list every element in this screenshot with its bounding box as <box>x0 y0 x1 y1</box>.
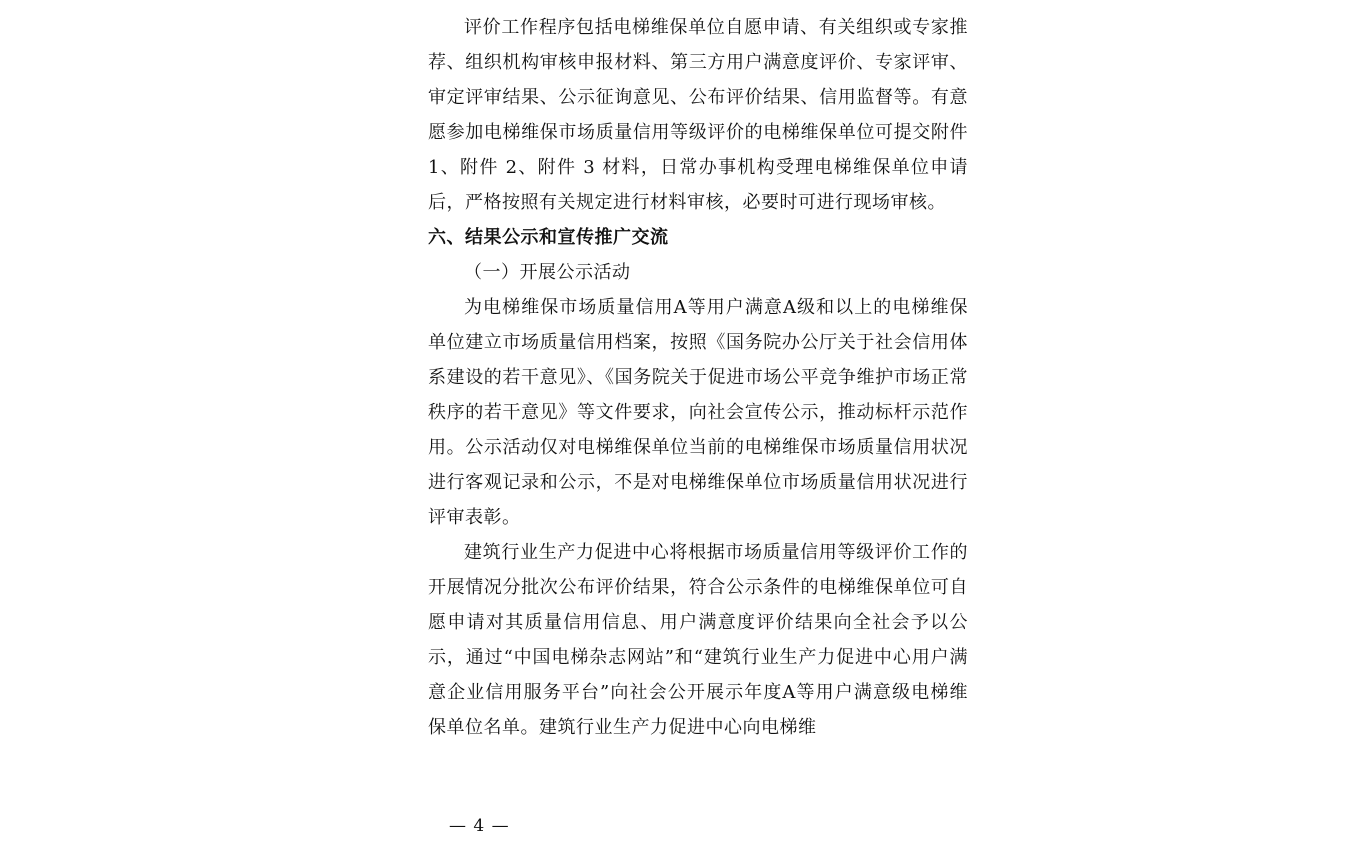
paragraph-publish-results: 建筑行业生产力促进中心将根据市场质量信用等级评价工作的开展情况分批次公布评价结果，符合公示条件的电梯维保单位可自愿申请对其质量信用信息、用户满意度评价结果向全社会予以公示，通过“中国电梯杂志网站”和“建筑行业生产力促进中心用户满意企业信用服务平台”向社会公开展示年度A等用户满意级电梯维保单位名单。建筑行业生产力促进中心向电梯维 <box>428 542 968 738</box>
paragraph-evaluation-procedure: 评价工作程序包括电梯维保单位自愿申请、有关组织或专家推荐、组织机构审核申报材料、第三方用户满意度评价、专家评审、审定评审结果、公示征询意见、公布评价结果、信用监督等。有意愿参加电梯维保市场质量信用等级评价的电梯维保单位可提交附件 1、附件 2、附件 3 材料，日常办事机构受理电梯维保单位申请后，严格按照有关规定进行材料审核，必要时可进行现场审核。 <box>428 17 968 213</box>
document-body <box>428 10 968 745</box>
page-number: — 4 — <box>449 816 510 836</box>
paragraph-credit-archive: 为电梯维保市场质量信用A等用户满意A级和以上的电梯维保单位建立市场质量信用档案，按照《国务院办公厅关于社会信用体系建设的若干意见》、《国务院关于促进市场公平竞争维护市场正常秩序的若干意见》等文件要求，向社会宣传公示，推动标杆示范作用。公示活动仅对电梯维保单位当前的电梯维保市场质量信用状况进行客观记录和公示，不是对电梯维保单位市场质量信用状况进行评审表彰。 <box>428 297 968 528</box>
section-heading-results-publicity: 六、结果公示和宣传推广交流 <box>428 227 669 248</box>
subsection-heading-publicity-activities: （一）开展公示活动 <box>464 262 631 283</box>
